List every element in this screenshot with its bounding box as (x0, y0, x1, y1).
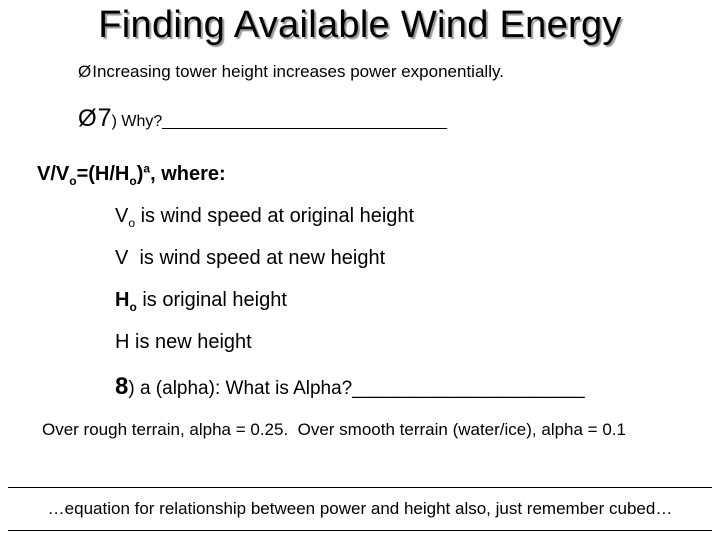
equation-subscript: o (69, 174, 77, 188)
footer-note: …equation for relationship between power and height also, just remember cubed… (8, 487, 712, 531)
equation-subscript: o (129, 174, 137, 188)
equation-exponent: a (143, 161, 151, 176)
question-text: ) a (alpha): What is Alpha?______________________ (128, 378, 585, 399)
slide-title: Finding Available Wind Energy (98, 4, 622, 46)
definition-ho (115, 289, 287, 312)
arrow-bullet-icon: Ø (78, 105, 97, 132)
definition-v: V is wind speed at new height (115, 247, 386, 269)
equation-part: V/V (37, 163, 70, 185)
wind-shear-equation (37, 163, 226, 186)
symbol-subscript: o (129, 300, 137, 314)
equation-part: , where: (150, 163, 226, 185)
symbol-subscript: o (128, 216, 136, 230)
symbol: V (115, 205, 129, 227)
question-8 (115, 373, 585, 401)
equation-part: ) (136, 163, 144, 185)
arrow-bullet-icon: Ø (78, 62, 92, 81)
bullet-text: Increasing tower height increases power exponentially. (92, 62, 504, 81)
bullet-tower-height (78, 62, 504, 82)
definition-h: H is new height (115, 331, 252, 353)
bullet-question-7 (78, 104, 447, 133)
definition-text: is wind speed at original height (135, 205, 415, 227)
question-number: 7 (97, 104, 112, 132)
symbol: H (115, 289, 130, 311)
definition-text: is original height (136, 289, 287, 311)
definition-vo (115, 205, 414, 228)
equation-part: =(H/H (76, 163, 130, 185)
question-number: 8 (115, 373, 129, 400)
terrain-note: Over rough terrain, alpha = 0.25. Over smooth terrain (water/ice), alpha = 0.1 (42, 420, 626, 439)
question-text: ) Why?________________________________ (111, 113, 447, 130)
